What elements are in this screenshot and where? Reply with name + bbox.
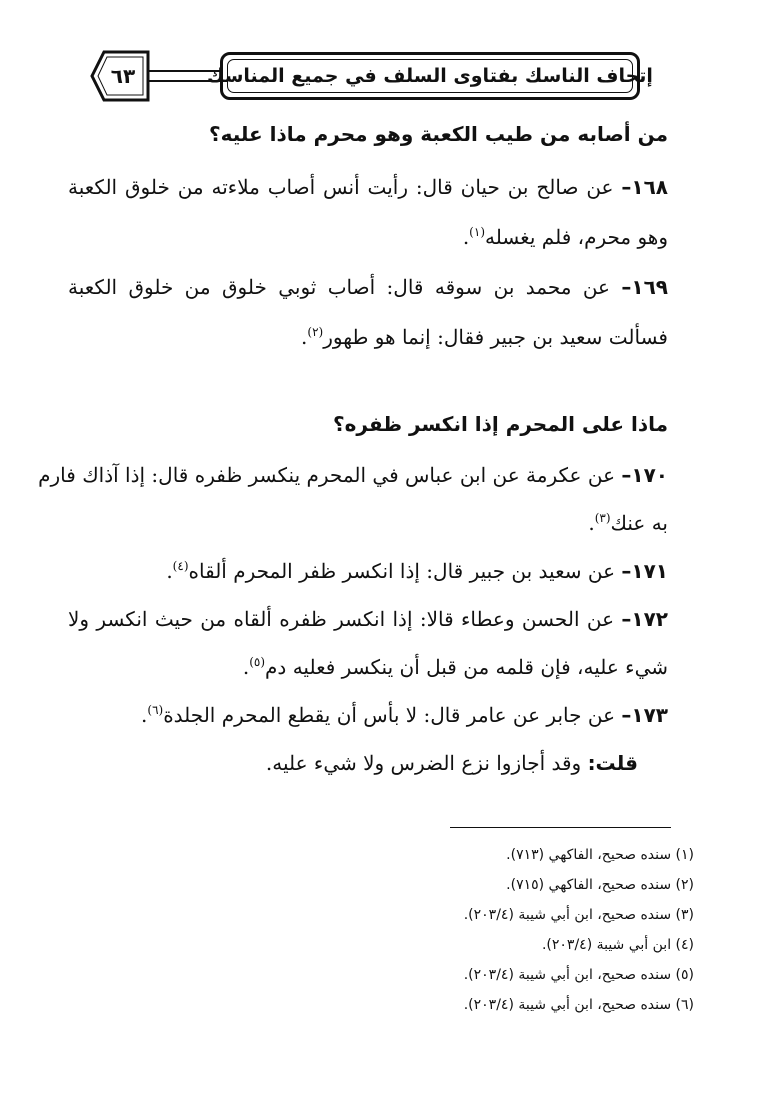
item-text: به عنك <box>610 511 668 535</box>
item-172-line-1 <box>68 604 668 634</box>
footnote-divider <box>450 827 671 828</box>
footnote-ref: (٣) <box>594 511 611 525</box>
item-171-line-1 <box>68 556 668 589</box>
note-text: وقد أجازوا نزع الضرس ولا شيء عليه. <box>265 751 582 775</box>
item-172-line-2 <box>68 652 668 685</box>
item-number: ١٧٣– <box>621 703 668 727</box>
item-170-line-2 <box>68 508 668 541</box>
item-text: عن سعيد بن جبير قال: إذا انكسر ظفر المحرم ألقاه <box>188 559 616 583</box>
running-header <box>0 0 760 120</box>
footnote-ref: (٤) <box>172 559 189 573</box>
book-title-frame <box>207 52 653 100</box>
item-170-line-1 <box>38 460 668 490</box>
footnote-ref: (٢) <box>307 325 324 339</box>
item-end: . <box>166 559 173 583</box>
item-end: . <box>588 511 595 535</box>
footnote-ref: (٥) <box>249 655 266 669</box>
footnote-4: (٤) ابن أبي شيبة (٢٠٣/٤). <box>541 937 694 953</box>
item-number: ١٧١– <box>621 559 668 583</box>
item-169-line-1 <box>68 272 668 302</box>
item-168-line-1 <box>68 172 668 202</box>
item-end: . <box>301 325 308 349</box>
page-number: ٦٣ <box>110 64 136 88</box>
footnote-ref: (٦) <box>147 703 164 717</box>
footnote-6: (٦) سنده صحيح، ابن أبي شيبة (٢٠٣/٤). <box>463 997 694 1013</box>
item-number: ١٦٨– <box>621 175 669 199</box>
item-169-line-2 <box>68 322 668 355</box>
item-168-line-2 <box>68 222 668 255</box>
footnote-3: (٣) سنده صحيح، ابن أبي شيبة (٢٠٣/٤). <box>463 907 694 923</box>
footnote-1: (١) سنده صحيح، الفاكهي (٧١٣). <box>506 847 694 863</box>
item-number: ١٦٩– <box>621 275 669 299</box>
item-end: . <box>242 655 250 679</box>
item-text: وهو محرم، فلم يغسله <box>485 225 668 249</box>
footnote-5: (٥) سنده صحيح، ابن أبي شيبة (٢٠٣/٤). <box>463 967 694 983</box>
footnote-2: (٢) سنده صحيح، الفاكهي (٧١٥). <box>506 877 694 893</box>
section-heading-2: ماذا على المحرم إذا انكسر ظفره؟ <box>332 412 668 436</box>
item-number: ١٧٠– <box>621 463 668 487</box>
item-end: . <box>141 703 148 727</box>
footnote-ref: (١) <box>469 225 485 239</box>
item-text: فسألت سعيد بن جبير فقال: إنما هو طهور <box>323 325 668 349</box>
note-label: قلت: <box>587 751 638 775</box>
page-number-tab <box>90 50 152 102</box>
author-note <box>38 748 638 778</box>
item-text: عن جابر عن عامر قال: لا بأس أن يقطع المحرم الجلدة <box>163 703 616 727</box>
item-text: عن محمد بن سوقه قال: أصاب ثوبي خلوق من خلوق الكعبة <box>68 275 610 299</box>
item-173-line-1 <box>68 700 668 733</box>
item-number: ١٧٢– <box>621 607 668 631</box>
section-heading-1: من أصابه من طيب الكعبة وهو محرم ماذا عليه؟ <box>208 122 668 146</box>
item-end: . <box>462 225 470 249</box>
item-text: شيء عليه، فإن قلمه من قبل أن ينكسر فعليه دم <box>265 655 668 679</box>
book-title: إتحاف الناسك بفتاوى السلف في جميع المناسك <box>207 65 653 87</box>
item-text: عن الحسن وعطاء قالا: إذا انكسر ظفره ألقاه من حيث انكسر ولا <box>68 607 615 631</box>
item-text: عن صالح بن حيان قال: رأيت أنس أصاب ملاءته من خلوق الكعبة <box>68 175 614 199</box>
item-text: عن عكرمة عن ابن عباس في المحرم ينكسر ظفره قال: إذا آذاك فارم <box>38 463 616 487</box>
